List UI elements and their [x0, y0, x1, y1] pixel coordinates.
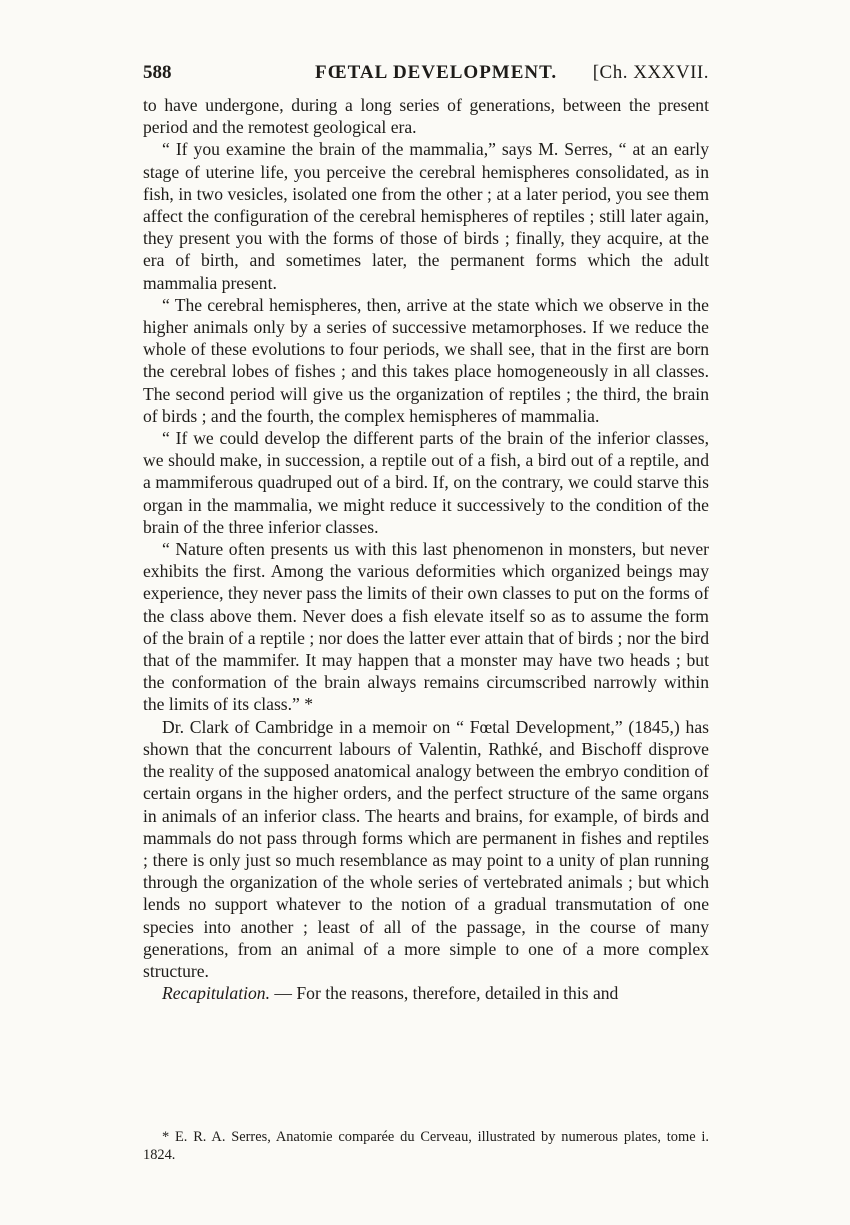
paragraph: “ Nature often presents us with this last phenomenon in monsters, but never exhibits the first. Among the various deformities which organized beings may experience, they never pass the limits of their own classes to put on the forms of the class above them. Never does a fish elevate itself so as to assume the form of the brain of a reptile ; nor does the latter ever attain that of birds ; nor the bird that of the mammifer. It may happen that a monster may have two heads ; but the conformation of the brain always remains circumscribed narrowly within the limits of its class.” *: [143, 539, 709, 715]
footnote: [143, 1128, 709, 1164]
body-text: [143, 94, 709, 1004]
paragraph: “ If we could develop the different parts of the brain of the inferior classes, we should make, in succession, a reptile out of a fish, a bird out of a reptile, and a mammiferous quadruped out of a bird. If, on the contrary, we could starve this organ in the mammalia, we might reduce it successively to the condition of the brain of the three inferior classes.: [143, 428, 709, 537]
page-header: [143, 62, 709, 88]
chapter-reference: [Ch. XXXVII.: [592, 62, 709, 83]
page-number: 588: [143, 62, 172, 83]
paragraph: “ The cerebral hemispheres, then, arrive at the state which we observe in the higher animals only by a series of successive metamorphoses. If we reduce the whole of these evolutions to four periods, we shall see, that in the first are born the cerebral lobes of fishes ; and this takes place homogeneously in all classes. The second period will give us the organization of reptiles ; the third, the brain of birds ; and the fourth, the complex hemispheres of mammalia.: [143, 294, 709, 426]
footnote-text: * E. R. A. Serres, Anatomie comparée du Cerveau, illustrated by numerous plates, tome i. 1824.: [143, 1129, 709, 1163]
paragraph: “ If you examine the brain of the mammalia,” says M. Serres, “ at an early stage of uterine life, you perceive the cerebral hemispheres consolidated, as in fish, in two vesicles, isolated one from the other ; at a later period, you see them affect the configuration of the cerebral hemispheres of reptiles ; still later again, they present you with the forms of those of birds ; finally, they acquire, at the era of birth, and sometimes later, the permanent forms which the adult mammalia present.: [143, 139, 709, 293]
recapitulation-paragraph: [143, 982, 709, 1004]
paragraph: Dr. Clark of Cambridge in a memoir on “ Fœtal Development,” (1845,) has shown that the concurrent labours of Valentin, Rathké, and Bischoff disprove the reality of the supposed anatomical analogy between the embryo condition of certain organs in the higher orders, and the perfect structure of the same organs in animals of an inferior class. The hearts and brains, for example, of birds and mammals do not pass through forms which are permanent in fishes and reptiles ; there is only just so much resemblance as may point to a unity of plan running through the organization of the whole series of vertebrated animals ; but which lends no support whatever to the notion of a gradual transmutation of one species into another ; least of all of the passage, in the course of many generations, from an animal of a more simple to one of a more complex structure.: [143, 716, 709, 981]
recapitulation-text: — For the reasons, therefore, detailed in this and: [270, 983, 619, 1004]
paragraph: to have undergone, during a long series of generations, between the present period and the remotest geological era.: [143, 95, 709, 138]
running-title: FŒTAL DEVELOPMENT.: [315, 62, 558, 83]
recapitulation-label: Recapitulation.: [162, 983, 270, 1004]
